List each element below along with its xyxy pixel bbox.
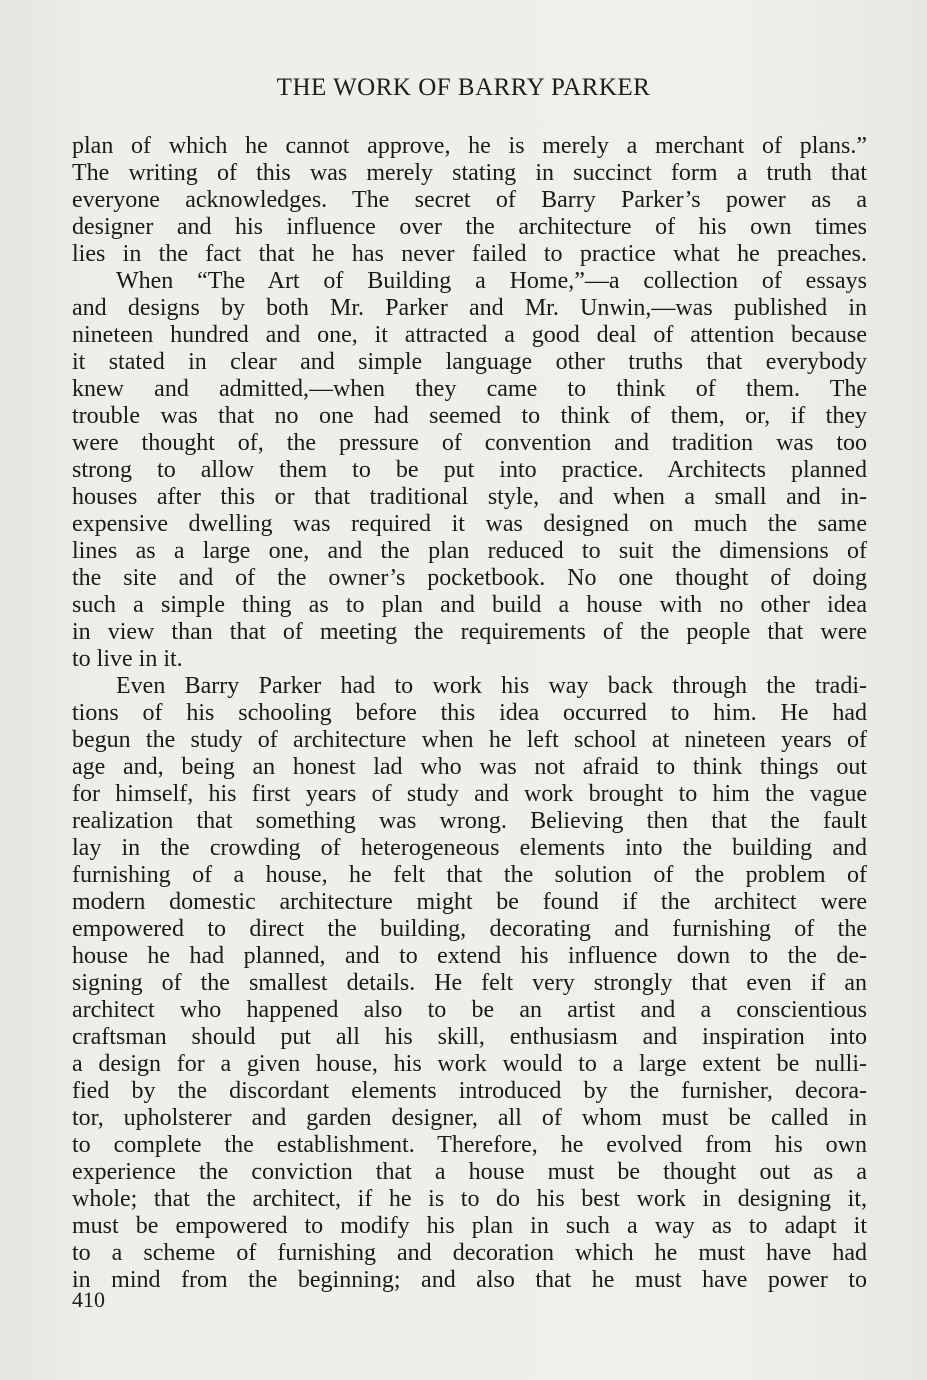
text-line: whole; that the architect, if he is to do his best work in designing it, xyxy=(72,1186,867,1212)
text-line: such a simple thing as to plan and build a house with no other idea xyxy=(72,592,867,618)
text-line: signing of the smallest details. He felt very strongly that even if an xyxy=(72,970,867,996)
text-line: were thought of, the pressure of convention and tradition was too xyxy=(72,430,867,456)
text-line: empowered to direct the building, decorating and furnishing of the xyxy=(72,916,867,942)
body-text xyxy=(72,133,867,1294)
text-line: everyone acknowledges. The secret of Barry Parker’s power as a xyxy=(72,187,867,213)
text-line: When “The Art of Building a Home,”—a collection of essays xyxy=(116,268,867,294)
text-line: must be empowered to modify his plan in such a way as to adapt it xyxy=(72,1213,867,1239)
text-line: and designs by both Mr. Parker and Mr. Unwin,—was published in xyxy=(72,295,867,321)
text-line: strong to allow them to be put into practice. Architects planned xyxy=(72,457,867,483)
text-line: lines as a large one, and the plan reduced to suit the dimensions of xyxy=(72,538,867,564)
text-line: realization that something was wrong. Believing then that the fault xyxy=(72,808,867,834)
text-line: the site and of the owner’s pocketbook. No one thought of doing xyxy=(72,565,867,591)
text-line: The writing of this was merely stating in succinct form a truth that xyxy=(72,160,867,186)
text-line: in mind from the beginning; and also that he must have power to xyxy=(72,1267,867,1293)
page-number: 410 xyxy=(72,1287,105,1312)
text-line: to complete the establishment. Therefore, he evolved from his own xyxy=(72,1132,867,1158)
text-line: experience the conviction that a house must be thought out as a xyxy=(72,1159,867,1185)
running-head: THE WORK OF BARRY PARKER xyxy=(276,74,651,101)
text-line: architect who happened also to be an artist and a conscientious xyxy=(72,997,867,1023)
text-line: houses after this or that traditional style, and when a small and in- xyxy=(72,484,867,510)
text-line: for himself, his first years of study and work brought to him the vague xyxy=(72,781,867,807)
text-line: craftsman should put all his skill, enthusiasm and inspiration into xyxy=(72,1024,867,1050)
text-line: it stated in clear and simple language other truths that everybody xyxy=(72,349,867,375)
text-line: begun the study of architecture when he left school at nineteen years of xyxy=(72,727,867,753)
text-line: nineteen hundred and one, it attracted a good deal of attention because xyxy=(72,322,867,348)
text-line: lay in the crowding of heterogeneous elements into the building and xyxy=(72,835,867,861)
text-line: a design for a given house, his work would to a large extent be nulli- xyxy=(72,1051,867,1077)
text-line: to live in it. xyxy=(72,646,183,672)
text-line: furnishing of a house, he felt that the solution of the problem of xyxy=(72,862,867,888)
text-line: house he had planned, and to extend his influence down to the de- xyxy=(72,943,867,969)
text-line: tions of his schooling before this idea occurred to him. He had xyxy=(72,700,867,726)
text-line: in view than that of meeting the requirements of the people that were xyxy=(72,619,867,645)
text-line: Even Barry Parker had to work his way back through the tradi- xyxy=(116,673,867,699)
text-line: trouble was that no one had seemed to think of them, or, if they xyxy=(72,403,867,429)
text-line: plan of which he cannot approve, he is merely a merchant of plans.” xyxy=(72,133,867,159)
text-line: fied by the discordant elements introduced by the furnisher, decora- xyxy=(72,1078,867,1104)
text-line: lies in the fact that he has never failed to practice what he preaches. xyxy=(72,241,867,267)
text-line: expensive dwelling was required it was designed on much the same xyxy=(72,511,867,537)
text-line: designer and his influence over the architecture of his own times xyxy=(72,214,867,240)
text-line: to a scheme of furnishing and decoration which he must have had xyxy=(72,1240,867,1266)
text-line: modern domestic architecture might be found if the architect were xyxy=(72,889,867,915)
text-line: tor, upholsterer and garden designer, all of whom must be called in xyxy=(72,1105,867,1131)
text-line: age and, being an honest lad who was not afraid to think things out xyxy=(72,754,867,780)
text-line: knew and admitted,—when they came to think of them. The xyxy=(72,376,867,402)
